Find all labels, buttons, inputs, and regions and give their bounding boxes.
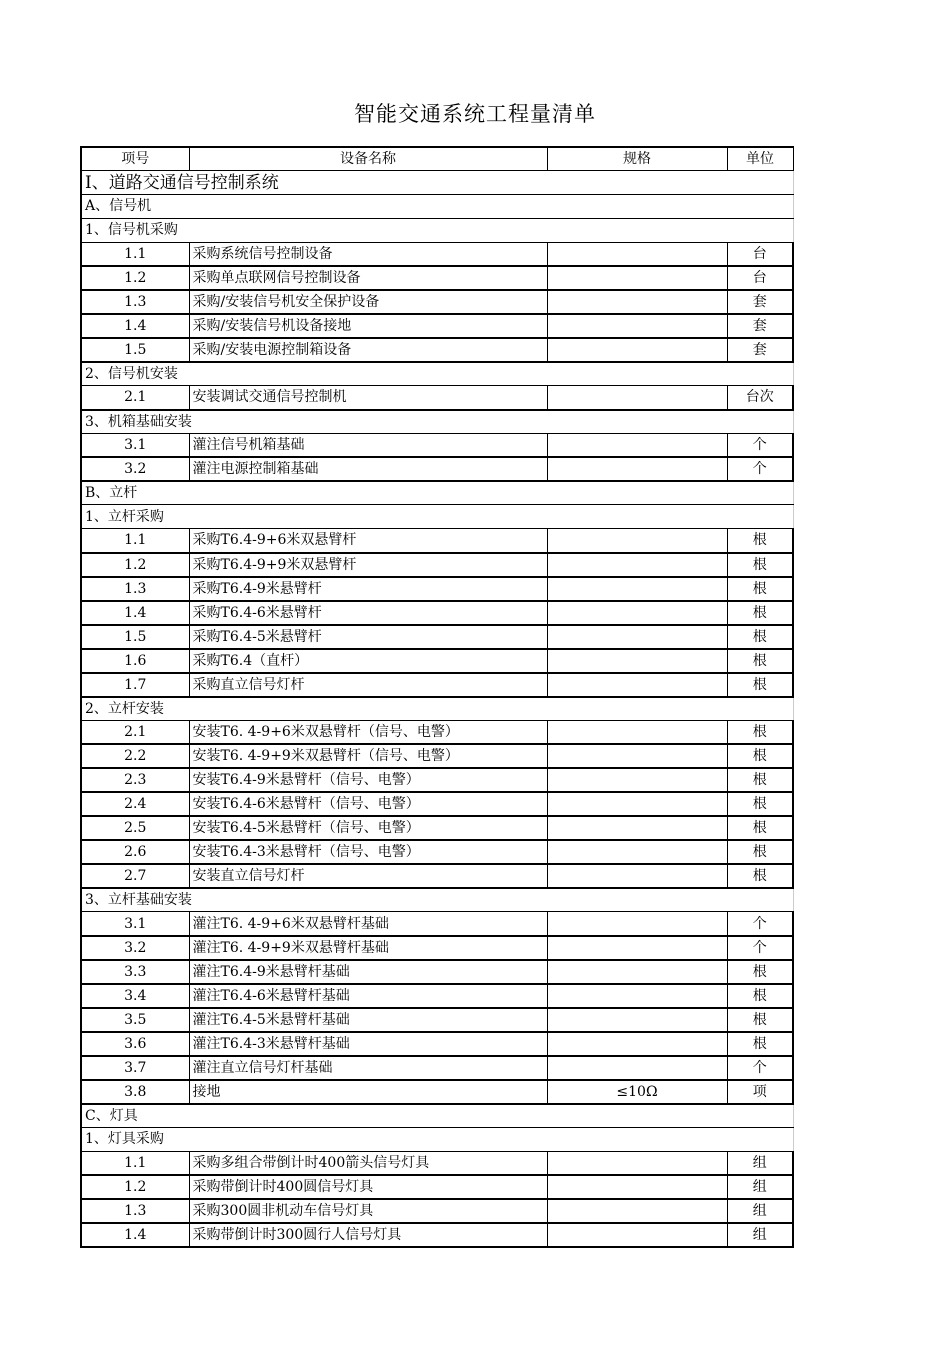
item-name: 采购T6.4-6米悬臂杆 <box>189 601 547 625</box>
item-spec <box>547 792 727 816</box>
item-unit: 根 <box>727 816 793 840</box>
item-spec <box>547 649 727 673</box>
item-name: 安装调试交通信号控制机 <box>189 386 547 410</box>
table-row <box>81 314 793 338</box>
group-title: 2、信号机安装 <box>81 362 793 386</box>
header-name: 设备名称 <box>189 147 547 171</box>
item-no: 3.1 <box>81 433 189 457</box>
table-row <box>81 1199 793 1223</box>
table-row <box>81 601 793 625</box>
item-name: 采购T6.4-9+6米双悬臂杆 <box>189 529 547 553</box>
table-row <box>81 290 793 314</box>
header-spec: 规格 <box>547 147 727 171</box>
group-row <box>81 481 793 505</box>
table-row <box>81 960 793 984</box>
item-unit: 套 <box>727 314 793 338</box>
item-spec <box>547 529 727 553</box>
item-spec <box>547 577 727 601</box>
item-unit: 根 <box>727 768 793 792</box>
item-no: 2.5 <box>81 816 189 840</box>
item-unit: 根 <box>727 960 793 984</box>
item-no: 1.2 <box>81 266 189 290</box>
item-name: 灌注T6.4-6米悬臂杆基础 <box>189 984 547 1008</box>
table-row <box>81 1223 793 1247</box>
table-row <box>81 720 793 744</box>
group-title: A、信号机 <box>81 195 793 219</box>
item-no: 2.7 <box>81 864 189 888</box>
item-unit: 组 <box>727 1175 793 1199</box>
item-no: 1.5 <box>81 338 189 362</box>
item-no: 1.2 <box>81 553 189 577</box>
table-row <box>81 242 793 266</box>
item-no: 1.1 <box>81 529 189 553</box>
item-no: 1.3 <box>81 1199 189 1223</box>
item-unit: 根 <box>727 601 793 625</box>
table-row <box>81 649 793 673</box>
item-spec <box>547 1008 727 1032</box>
quantity-table <box>80 146 794 1248</box>
table-row <box>81 912 793 936</box>
item-spec <box>547 673 727 697</box>
table-row <box>81 266 793 290</box>
table-row <box>81 673 793 697</box>
item-spec <box>547 290 727 314</box>
table-row <box>81 625 793 649</box>
table-header-row <box>81 147 793 171</box>
item-unit: 根 <box>727 792 793 816</box>
table-row <box>81 457 793 481</box>
item-name: 灌注电源控制箱基础 <box>189 457 547 481</box>
item-spec <box>547 266 727 290</box>
table-row <box>81 768 793 792</box>
item-spec <box>547 1223 727 1247</box>
item-name: 采购/安装电源控制箱设备 <box>189 338 547 362</box>
item-unit: 组 <box>727 1223 793 1247</box>
item-spec <box>547 1175 727 1199</box>
table-row <box>81 338 793 362</box>
table-row <box>81 936 793 960</box>
item-spec <box>547 936 727 960</box>
section-row <box>81 171 793 195</box>
item-name: 安装T6. 4-9+6米双悬臂杆（信号、电警） <box>189 720 547 744</box>
item-no: 3.6 <box>81 1032 189 1056</box>
item-no: 3.4 <box>81 984 189 1008</box>
group-row <box>81 1104 793 1128</box>
item-spec <box>547 242 727 266</box>
table-row <box>81 792 793 816</box>
table-row <box>81 1175 793 1199</box>
item-name: 采购T6.4-5米悬臂杆 <box>189 625 547 649</box>
item-spec <box>547 744 727 768</box>
table-row <box>81 386 793 410</box>
item-no: 3.2 <box>81 457 189 481</box>
item-no: 1.4 <box>81 601 189 625</box>
item-no: 1.7 <box>81 673 189 697</box>
item-no: 2.2 <box>81 744 189 768</box>
item-unit: 个 <box>727 936 793 960</box>
item-spec <box>547 768 727 792</box>
item-spec <box>547 816 727 840</box>
table-row <box>81 1151 793 1175</box>
item-spec <box>547 457 727 481</box>
table-row <box>81 529 793 553</box>
item-name: 采购系统信号控制设备 <box>189 242 547 266</box>
item-no: 3.2 <box>81 936 189 960</box>
item-unit: 台 <box>727 266 793 290</box>
item-unit: 根 <box>727 553 793 577</box>
item-no: 2.3 <box>81 768 189 792</box>
table-row <box>81 1008 793 1032</box>
item-spec: ≤10Ω <box>547 1080 727 1104</box>
item-name: 安装T6.4-9米悬臂杆（信号、电警） <box>189 768 547 792</box>
item-unit: 个 <box>727 433 793 457</box>
item-name: 采购T6.4（直杆） <box>189 649 547 673</box>
item-spec <box>547 840 727 864</box>
group-title: 1、信号机采购 <box>81 218 793 242</box>
item-unit: 根 <box>727 840 793 864</box>
table-row <box>81 553 793 577</box>
group-row <box>81 888 793 912</box>
item-no: 1.3 <box>81 577 189 601</box>
item-unit: 根 <box>727 625 793 649</box>
item-name: 灌注直立信号灯杆基础 <box>189 1056 547 1080</box>
group-title: 2、立杆安装 <box>81 697 793 721</box>
item-name: 采购单点联网信号控制设备 <box>189 266 547 290</box>
item-no: 2.1 <box>81 386 189 410</box>
item-name: 采购带倒计时300圆行人信号灯具 <box>189 1223 547 1247</box>
item-no: 1.5 <box>81 625 189 649</box>
item-spec <box>547 314 727 338</box>
item-name: 安装直立信号灯杆 <box>189 864 547 888</box>
table-row <box>81 744 793 768</box>
item-no: 2.4 <box>81 792 189 816</box>
group-row <box>81 362 793 386</box>
group-title: 1、灯具采购 <box>81 1128 793 1152</box>
item-unit: 根 <box>727 864 793 888</box>
item-name: 灌注信号机箱基础 <box>189 433 547 457</box>
item-unit: 根 <box>727 529 793 553</box>
item-no: 1.3 <box>81 290 189 314</box>
item-name: 安装T6. 4-9+9米双悬臂杆（信号、电警） <box>189 744 547 768</box>
item-no: 1.6 <box>81 649 189 673</box>
item-unit: 个 <box>727 1056 793 1080</box>
item-name: 安装T6.4-6米悬臂杆（信号、电警） <box>189 792 547 816</box>
item-name: 采购多组合带倒计时400箭头信号灯具 <box>189 1151 547 1175</box>
item-spec <box>547 433 727 457</box>
table-row <box>81 816 793 840</box>
table-row <box>81 1032 793 1056</box>
item-unit: 台 <box>727 242 793 266</box>
item-name: 采购300圆非机动车信号灯具 <box>189 1199 547 1223</box>
item-unit: 根 <box>727 1032 793 1056</box>
item-no: 3.1 <box>81 912 189 936</box>
group-title: B、立杆 <box>81 481 793 505</box>
item-no: 3.7 <box>81 1056 189 1080</box>
table-row <box>81 1080 793 1104</box>
item-name: 接地 <box>189 1080 547 1104</box>
item-name: 采购带倒计时400圆信号灯具 <box>189 1175 547 1199</box>
group-title: 1、立杆采购 <box>81 505 793 529</box>
group-row <box>81 218 793 242</box>
item-name: 灌注T6.4-9米悬臂杆基础 <box>189 960 547 984</box>
table-row <box>81 577 793 601</box>
item-no: 2.1 <box>81 720 189 744</box>
table-row <box>81 1056 793 1080</box>
item-name: 采购T6.4-9米悬臂杆 <box>189 577 547 601</box>
item-unit: 根 <box>727 720 793 744</box>
item-unit: 根 <box>727 744 793 768</box>
item-no: 1.4 <box>81 314 189 338</box>
table-body <box>81 171 793 1247</box>
item-name: 灌注T6.4-3米悬臂杆基础 <box>189 1032 547 1056</box>
item-no: 1.1 <box>81 1151 189 1175</box>
group-row <box>81 1128 793 1152</box>
item-unit: 根 <box>727 577 793 601</box>
item-no: 1.2 <box>81 1175 189 1199</box>
group-row <box>81 410 793 434</box>
item-unit: 根 <box>727 649 793 673</box>
group-row <box>81 195 793 219</box>
item-unit: 台次 <box>727 386 793 410</box>
item-spec <box>547 960 727 984</box>
item-unit: 个 <box>727 912 793 936</box>
item-no: 3.8 <box>81 1080 189 1104</box>
item-spec <box>547 864 727 888</box>
item-spec <box>547 1056 727 1080</box>
item-spec <box>547 338 727 362</box>
item-unit: 组 <box>727 1151 793 1175</box>
item-unit: 根 <box>727 1008 793 1032</box>
item-no: 3.5 <box>81 1008 189 1032</box>
item-name: 采购直立信号灯杆 <box>189 673 547 697</box>
group-title: 3、机箱基础安装 <box>81 410 793 434</box>
item-spec <box>547 984 727 1008</box>
header-unit: 单位 <box>727 147 793 171</box>
item-no: 1.1 <box>81 242 189 266</box>
item-spec <box>547 1199 727 1223</box>
section-title: Ⅰ、道路交通信号控制系统 <box>81 171 793 195</box>
item-name: 灌注T6. 4-9+9米双悬臂杆基础 <box>189 936 547 960</box>
table-row <box>81 840 793 864</box>
item-spec <box>547 720 727 744</box>
table-row <box>81 984 793 1008</box>
item-spec <box>547 553 727 577</box>
item-spec <box>547 601 727 625</box>
item-name: 灌注T6. 4-9+6米双悬臂杆基础 <box>189 912 547 936</box>
table-row <box>81 433 793 457</box>
item-unit: 根 <box>727 984 793 1008</box>
item-unit: 根 <box>727 673 793 697</box>
item-no: 3.3 <box>81 960 189 984</box>
item-name: 安装T6.4-3米悬臂杆（信号、电警） <box>189 840 547 864</box>
item-spec <box>547 912 727 936</box>
group-row <box>81 697 793 721</box>
table-row <box>81 864 793 888</box>
item-unit: 项 <box>727 1080 793 1104</box>
item-name: 采购/安装信号机设备接地 <box>189 314 547 338</box>
item-spec <box>547 1151 727 1175</box>
item-no: 1.4 <box>81 1223 189 1247</box>
item-name: 灌注T6.4-5米悬臂杆基础 <box>189 1008 547 1032</box>
group-row <box>81 505 793 529</box>
item-no: 2.6 <box>81 840 189 864</box>
header-no: 项号 <box>81 147 189 171</box>
item-unit: 个 <box>727 457 793 481</box>
group-title: 3、立杆基础安装 <box>81 888 793 912</box>
item-name: 安装T6.4-5米悬臂杆（信号、电警） <box>189 816 547 840</box>
item-spec <box>547 1032 727 1056</box>
item-name: 采购/安装信号机安全保护设备 <box>189 290 547 314</box>
item-spec <box>547 625 727 649</box>
item-unit: 组 <box>727 1199 793 1223</box>
page-title: 智能交通系统工程量清单 <box>354 102 596 126</box>
item-unit: 套 <box>727 338 793 362</box>
group-title: C、灯具 <box>81 1104 793 1128</box>
item-name: 采购T6.4-9+9米双悬臂杆 <box>189 553 547 577</box>
item-unit: 套 <box>727 290 793 314</box>
item-spec <box>547 386 727 410</box>
